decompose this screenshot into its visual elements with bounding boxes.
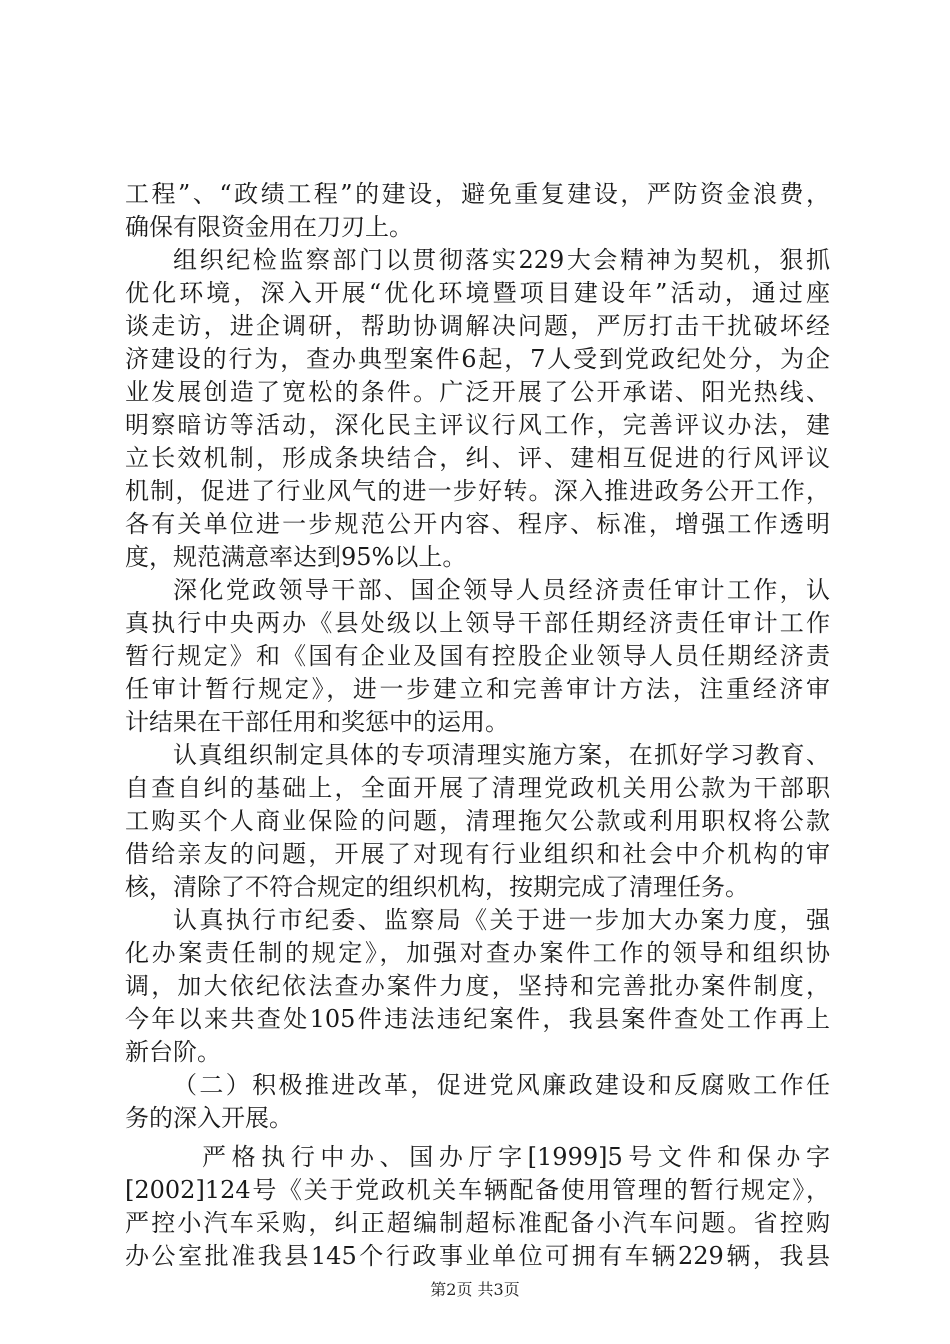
paragraph-start-line: 组织纪检监察部门以贯彻落实229大会精神为契机，狠抓 — [173, 246, 830, 274]
page-footer: 第2页 共3页 — [430, 1280, 520, 1299]
text-line: 工程”、“政绩工程”的建设，避免重复建设，严防资金浪费， — [125, 180, 830, 208]
text-line: 度，规范满意率达到95%以上。 — [125, 543, 467, 571]
text-line: 济建设的行为，查办典型案件6起，7人受到党政纪处分，为企 — [125, 345, 830, 373]
section-heading-line: 务的深入开展。 — [125, 1104, 293, 1132]
paragraph-start-line: 深化党政领导干部、国企领导人员经济责任审计工作，认 — [173, 576, 830, 604]
text-line: 办公室批准我县145个行政事业单位可拥有车辆229辆，我县 — [125, 1242, 830, 1270]
text-line: 今年以来共查处105件违法违纪案件，我县案件查处工作再上 — [125, 1005, 830, 1033]
paragraph-start-line: 严格执行中办、国办厅字[1999]5号文件和保办字 — [202, 1143, 830, 1171]
text-line: 谈走访，进企调研，帮助协调解决问题，严厉打击干扰破坏经 — [125, 312, 830, 340]
text-line: 机制，促进了行业风气的进一步好转。深入推进政务公开工作， — [125, 477, 830, 505]
text-line: 明察暗访等活动，深化民主评议行风工作，完善评议办法，建 — [125, 411, 830, 439]
text-line: 业发展创造了宽松的条件。广泛开展了公开承诺、阳光热线、 — [125, 378, 830, 406]
text-line: 调，加大依纪依法查办案件力度，坚持和完善批办案件制度， — [125, 972, 830, 1000]
paragraph-start-line: 认真执行市纪委、监察局《关于进一步加大办案力度，强 — [173, 906, 830, 934]
text-line: 确保有限资金用在刀刃上。 — [125, 213, 413, 241]
text-line: 真执行中央两办《县处级以上领导干部任期经济责任审计工作 — [125, 609, 830, 637]
text-line: 优化环境，深入开展“优化环境暨项目建设年”活动，通过座 — [125, 279, 830, 307]
text-line: 核，清除了不符合规定的组织机构，按期完成了清理任务。 — [125, 873, 749, 901]
text-line: 各有关单位进一步规范公开内容、程序、标准，增强工作透明 — [125, 510, 830, 538]
section-heading-line: （二）积极推进改革，促进党风廉政建设和反腐败工作任 — [173, 1071, 830, 1099]
text-line: 任审计暂行规定》，进一步建立和完善审计方法，注重经济审 — [125, 675, 830, 703]
text-line: 立长效机制，形成条块结合，纠、评、建相互促进的行风评议 — [125, 444, 830, 472]
text-line: 新台阶。 — [125, 1038, 221, 1066]
text-line: 计结果在干部任用和奖惩中的运用。 — [125, 708, 509, 736]
text-line: 自查自纠的基础上，全面开展了清理党政机关用公款为干部职 — [125, 774, 830, 802]
text-line: 工购买个人商业保险的问题，清理拖欠公款或利用职权将公款 — [125, 807, 830, 835]
text-line: 暂行规定》和《国有企业及国有控股企业领导人员任期经济责 — [125, 642, 830, 670]
text-line: [2002]124号《关于党政机关车辆配备使用管理的暂行规定》， — [125, 1176, 830, 1204]
paragraph-start-line: 认真组织制定具体的专项清理实施方案，在抓好学习教育、 — [173, 741, 830, 769]
text-line: 借给亲友的问题，开展了对现有行业组织和社会中介机构的审 — [125, 840, 830, 868]
text-line: 化办案责任制的规定》，加强对查办案件工作的领导和组织协 — [125, 939, 830, 967]
text-line: 严控小汽车采购，纠正超编制超标准配备小汽车问题。省控购 — [125, 1209, 830, 1237]
